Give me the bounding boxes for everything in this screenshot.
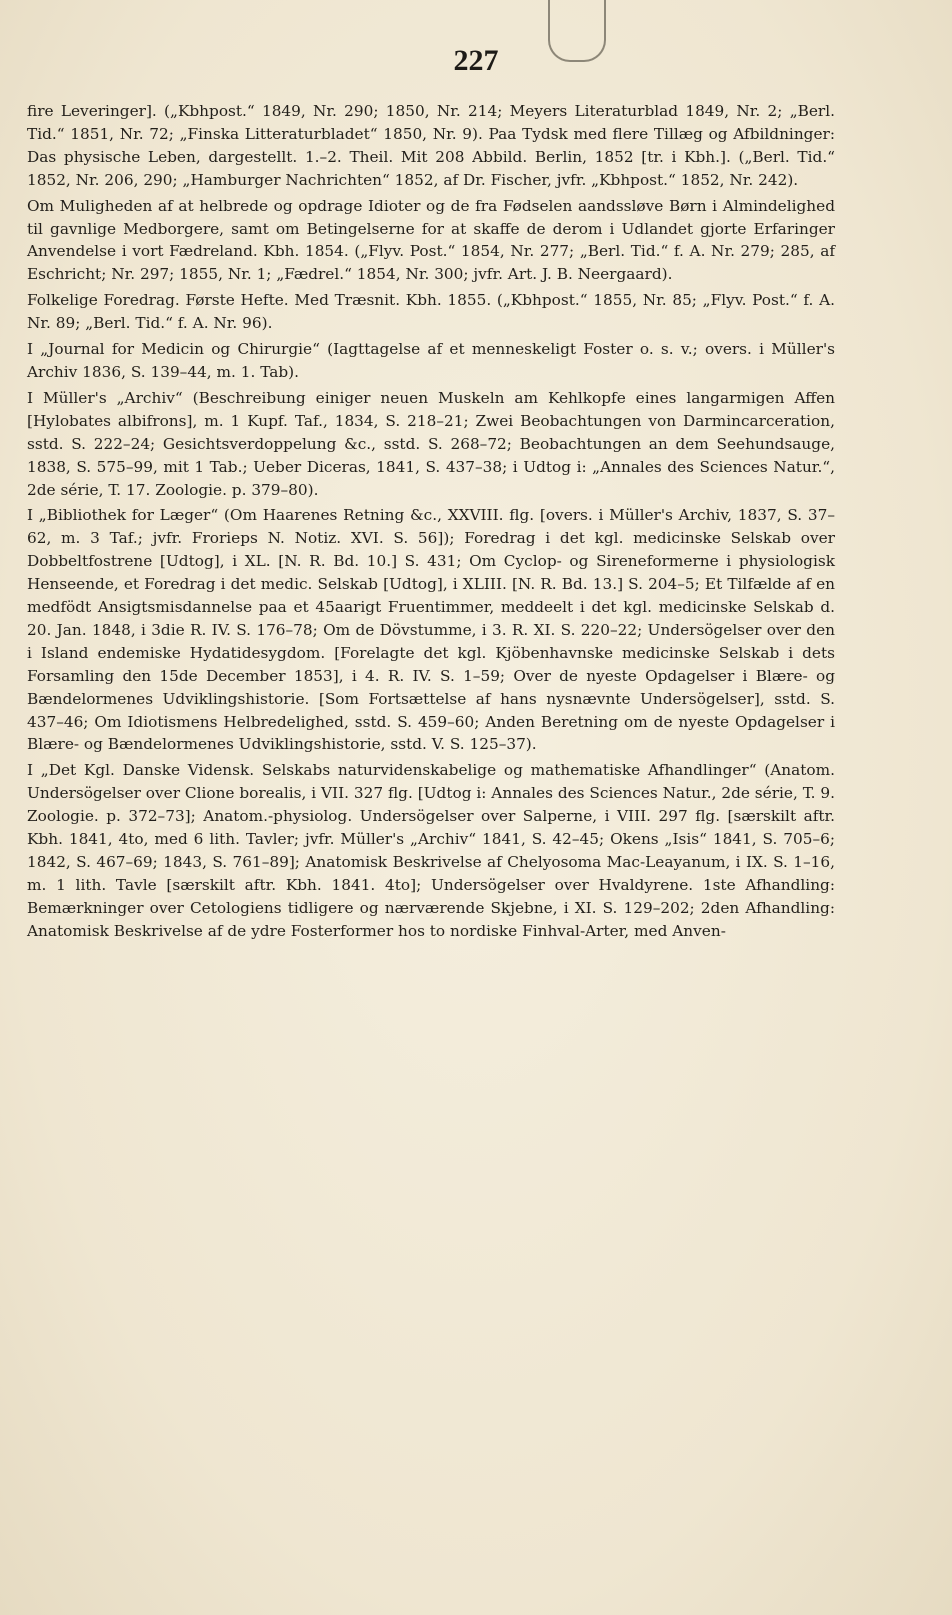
paragraph: I „Journal for Medicin og Chirurgie“ (Iagttagelse af et menneskeligt Foster o. s. v.; overs. i Müller's Archiv 1836, S. 139–44, m. 1. Tab). [27, 340, 835, 381]
paragraph: Om Muligheden af at helbrede og opdrage Idioter og de fra Fødselen aandssløve Børn i Almindelighed til gavnlige Medborgere, samt om Betingelserne for at skaffe de derom i Udlandet gjorte Erfaringer Anvendelse i vort Fædreland. Kbh. 1854. („Flyv. Post.“ 1854, Nr. 277; „Berl. Tid.“ f. A. Nr. 279; 285, af Eschricht; Nr. 297; 1855, Nr. 1; „Fædrel.“ 1854, Nr. 300; jvfr. Art. J. B. Neergaard). [27, 196, 835, 284]
paragraph: Folkelige Foredrag. Første Hefte. Med Træsnit. Kbh. 1855. („Kbhpost.“ 1855, Nr. 85; „Flyv. Post.“ f. A. Nr. 89; „Berl. Tid.“ f. A. Nr. 96). [27, 291, 835, 333]
text-body [27, 100, 835, 946]
paragraph: I „Det Kgl. Danske Vidensk. Selskabs naturvidenskabelige og mathematiske Afhandlinger“ (Anatom. Undersögelser over Clione borealis, i VII. 327 flg. [Udtog i: Annales des Sciences Natur., 2de série, T. 9. Zoologie. p. 372–73]; Anatom.-physiolog. Undersögelser over Salperne, i VIII. 297 flg. [særskilt aftr. Kbh. 1841, 4to, med 6 lith. Tavler; jvfr. Müller's „Archiv“ 1841, S. 42–45; Okens „Isis“ 1841, S. 705–6; 1842, S. 467–69; 1843, S. 761–89]; Anatomisk Beskrivelse af Chelyosoma Mac-Leayanum, i IX. S. 1–16, m. 1 lith. Tavle [særskilt aftr. Kbh. 1841. 4to]; Undersögelser over Hvaldyrene. 1ste Afhandling: Bemærkninger over Cetologiens tidligere og nærværende Skjebne, i XI. S. 129–202; 2den Afhandling: Anatomisk Beskrivelse af de ydre Fosterformer hos to nordiske Finhval-Arter, med Anven- [27, 761, 835, 940]
page-number: 227 [453, 44, 499, 77]
paragraph: fire Leveringer]. („Kbhpost.“ 1849, Nr. 290; 1850, Nr. 214; Meyers Literaturblad 1849, Nr. 2; „Berl. Tid.“ 1851, Nr. 72; „Finska Litteraturbladet“ 1850, Nr. 9). Paa Tydsk med flere Tillæg og Afbildninger: Das physische Leben, dargestellt. 1.–2. Theil. Mit 208 Abbild. Berlin, 1852 [tr. i Kbh.]. („Berl. Tid.“ 1852, Nr. 206, 290; „Hamburger Nachrichten“ 1852, af Dr. Fischer, jvfr. „Kbhpost.“ 1852, Nr. 242). [27, 102, 835, 189]
paragraph: I Müller's „Archiv“ (Beschreibung einiger neuen Muskeln am Kehlkopfe eines langarmigen Affen [Hylobates albifrons], m. 1 Kupf. Taf., 1834, S. 218–21; Zwei Beobachtungen von Darmincarceration, sstd. S. 222–24; Gesichtsverdoppelung &c., sstd. S. 268–72; Beobachtungen an dem Seehundsauge, 1838, S. 575–99, mit 1 Tab.; Ueber Diceras, 1841, S. 437–38; i Udtog i: „Annales des Sciences Natur.“, 2de série, T. 17. Zoologie. p. 379–80). [27, 388, 835, 499]
paragraph: I „Bibliothek for Læger“ (Om Haarenes Retning &c., XXVIII. flg. [overs. i Müller's Archiv, 1837, S. 37–62, m. 3 Taf.; jvfr. Frorieps N. Notiz. XVI. S. 56]); Foredrag i det kgl. medicinske Selskab over Dobbeltfostrene [Udtog], i XL. [N. R. Bd. 10.] S. 431; Om Cyclop- og Sireneformerne i physiologisk Henseende, et Foredrag i det medic. Selskab [Udtog], i XLIII. [N. R. Bd. 13.] S. 204–5; Et Tilfælde af en medfödt Ansigtsmisdannelse paa et 45aarigt Fruentimmer, meddeelt i det kgl. medicinske Selskab d. 20. Jan. 1848, i 3die R. IV. S. 176–78; Om de Dövstumme, i 3. R. XI. S. 220–22; Undersögelser over den i Island endemiske Hydatidesygdom. [Forelagte det kgl. Kjöbenhavnske medicinske Selskab i dets Forsamling den 15de December 1853], i 4. R. IV. S. 1–59; Over de nyeste Opdagelser i Blære- og Bændelormenes Udviklingshistorie. [Som Fortsættelse af hans nysnævnte Undersögelser], sstd. S. 437–46; Om Idiotismens Helbredelighed, sstd. S. 459–60; Anden Beretning om de nyeste Opdagelser i Blære- og Bændelormenes Udviklingshistorie, sstd. V. S. 125–37). [27, 506, 835, 754]
